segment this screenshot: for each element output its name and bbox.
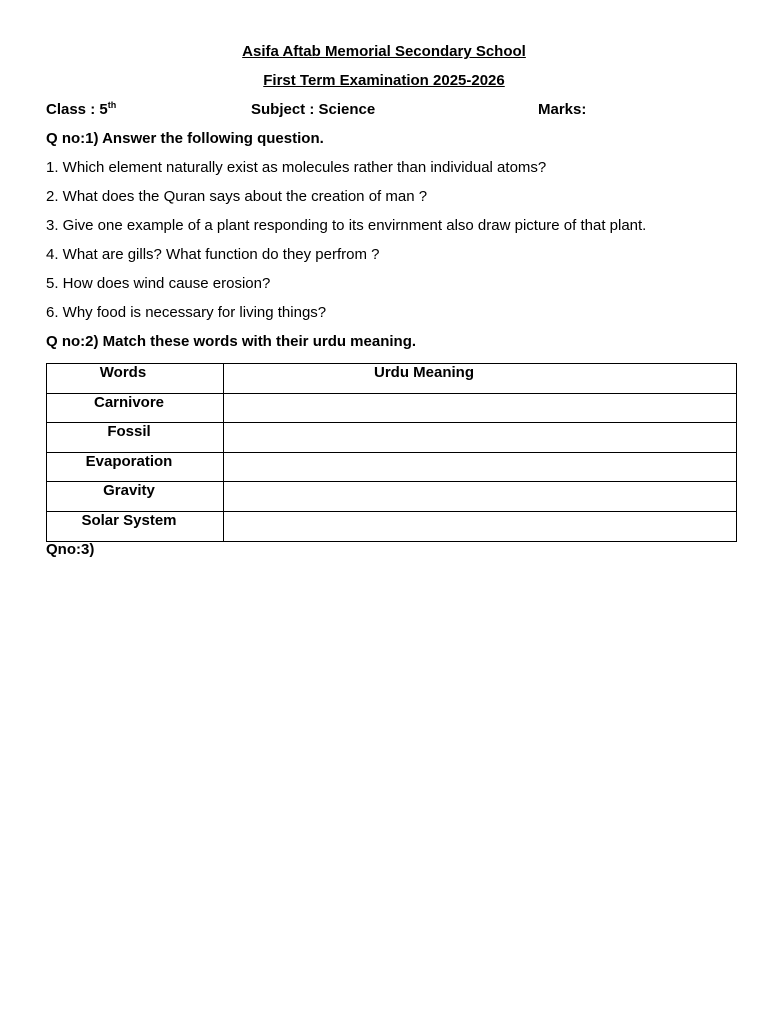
question-item: 1. Which element naturally exist as molecules rather than individual atoms? bbox=[46, 159, 547, 176]
question-item: 2. What does the Quran says about the creation of man ? bbox=[46, 188, 428, 205]
subject-label: Subject : Science bbox=[251, 101, 376, 118]
word-cell: Solar System bbox=[47, 511, 224, 541]
question-item: 6. Why food is necessary for living things? bbox=[46, 304, 327, 321]
table-header-row bbox=[47, 364, 737, 394]
meaning-cell bbox=[224, 393, 737, 423]
table-row bbox=[47, 423, 737, 453]
meaning-cell bbox=[224, 482, 737, 512]
question-item: 5. How does wind cause erosion? bbox=[46, 275, 271, 292]
word-cell: Gravity bbox=[47, 482, 224, 512]
table-row bbox=[47, 482, 737, 512]
meaning-cell bbox=[224, 452, 737, 482]
class-label bbox=[46, 101, 116, 119]
class-superscript: th bbox=[107, 100, 117, 110]
word-cell: Carnivore bbox=[47, 393, 224, 423]
q2-heading: Q no:2) Match these words with their urdu meaning. bbox=[46, 333, 417, 350]
table-row bbox=[47, 511, 737, 541]
meaning-cell bbox=[224, 423, 737, 453]
q3-heading: Qno:3) bbox=[46, 541, 95, 558]
q1-heading: Q no:1) Answer the following question. bbox=[46, 130, 324, 147]
marks-label: Marks: bbox=[538, 101, 587, 118]
column-header-words: Words bbox=[47, 364, 224, 394]
school-name: Asifa Aftab Memorial Secondary School bbox=[242, 43, 526, 60]
table-row bbox=[47, 452, 737, 482]
match-table bbox=[46, 363, 737, 542]
word-cell: Fossil bbox=[47, 423, 224, 453]
question-item: 3. Give one example of a plant responding to its envirnment also draw picture of that plant. bbox=[46, 217, 647, 234]
question-item: 4. What are gills? What function do they perfrom ? bbox=[46, 246, 380, 263]
exam-title: First Term Examination 2025-2026 bbox=[263, 72, 505, 89]
table-row bbox=[47, 393, 737, 423]
class-value: Class : 5 bbox=[46, 101, 108, 118]
column-header-urdu-meaning: Urdu Meaning bbox=[224, 364, 737, 394]
word-cell: Evaporation bbox=[47, 452, 224, 482]
meaning-cell bbox=[224, 511, 737, 541]
